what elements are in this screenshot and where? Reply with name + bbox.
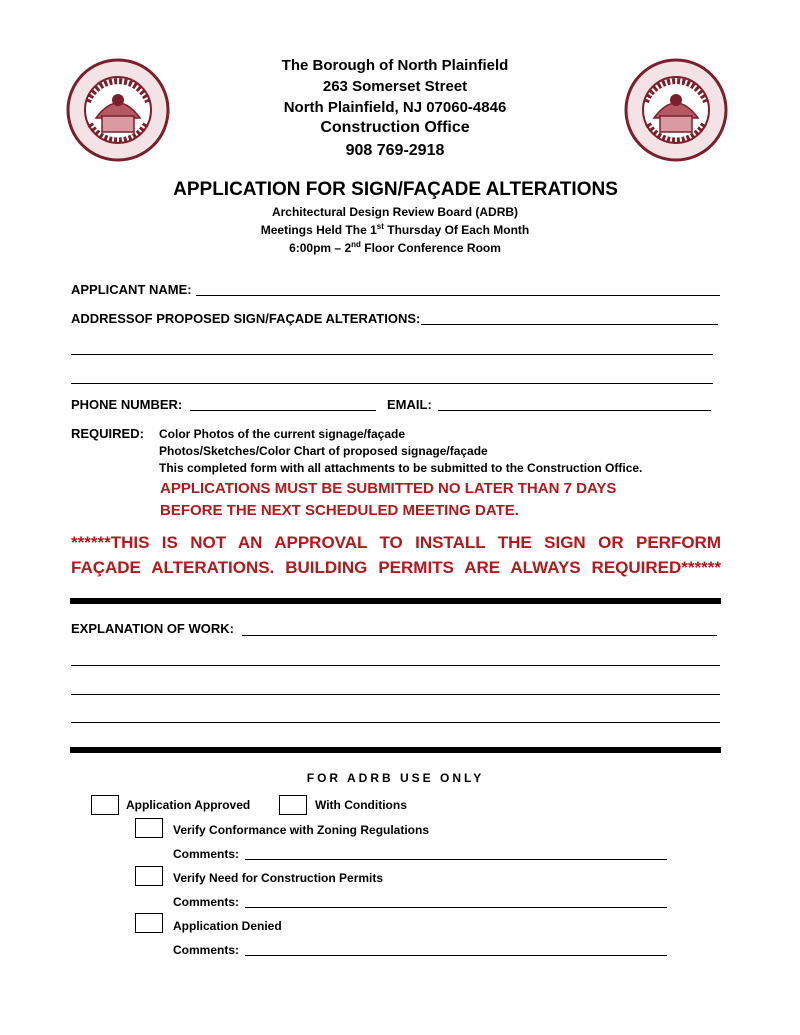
email-label: EMAIL: [387, 397, 432, 412]
address-label: ADDRESSOF PROPOSED SIGN/FAÇADE ALTERATIONS: [71, 311, 421, 326]
required-label: REQUIRED: [71, 426, 144, 441]
verify-permits-label: Verify Need for Construction Permits [173, 871, 384, 885]
required-item-completed-form: This completed form with all attachments to be submitted to the Construction Office. [159, 461, 643, 475]
required-item-proposed-photos: Photos/Sketches/Color Chart of proposed signage/façade [159, 444, 488, 458]
page-title: APPLICATION FOR SIGN/FAÇADE ALTERATIONS [173, 179, 618, 200]
denied-comments-field[interactable] [245, 955, 667, 956]
verify-permits-checkbox[interactable] [135, 866, 163, 886]
explanation-field-line-3[interactable] [71, 694, 720, 695]
borough-seal-left [66, 58, 170, 162]
zoning-comments-label: Comments: [173, 847, 240, 861]
permits-comments-field[interactable] [245, 907, 667, 908]
permits-comments-label: Comments: [173, 895, 240, 909]
application-denied-label: Application Denied [173, 919, 282, 933]
subtitle-meetings: Meetings Held The 1st Thursday Of Each Month [260, 222, 530, 237]
email-field[interactable] [438, 410, 711, 411]
header-office: Construction Office [320, 119, 470, 136]
with-conditions-checkbox[interactable] [279, 795, 307, 815]
header-borough: The Borough of North Plainfield [281, 57, 509, 74]
required-item-current-photos: Color Photos of the current signage/façade [159, 427, 406, 441]
applicant-name-field[interactable] [196, 295, 720, 296]
verify-zoning-checkbox[interactable] [135, 818, 163, 838]
address-field-line-3[interactable] [71, 383, 713, 384]
explanation-field[interactable] [242, 635, 717, 636]
warning-notice-line-1: ******THIS IS NOT AN APPROVAL TO INSTALL THE SIGN OR PERFORM [71, 533, 721, 552]
warning-notice-line-2: FAÇADE ALTERATIONS. BUILDING PERMITS ARE ALWAYS REQUIRED****** [71, 558, 721, 577]
with-conditions-label: With Conditions [315, 798, 407, 812]
denied-comments-label: Comments: [173, 943, 240, 957]
address-field-line-2[interactable] [71, 354, 713, 355]
application-approved-checkbox[interactable] [91, 795, 119, 815]
deadline-notice-line-1: APPLICATIONS MUST BE SUBMITTED NO LATER THAN 7 DAYS [160, 480, 617, 497]
address-field[interactable] [421, 324, 718, 325]
adrb-heading: FOR ADRB USE ONLY [306, 771, 485, 785]
section-divider [70, 598, 721, 604]
phone-label: PHONE NUMBER: [71, 397, 183, 412]
verify-zoning-label: Verify Conformance with Zoning Regulations [173, 823, 430, 837]
explanation-field-line-4[interactable] [71, 722, 720, 723]
phone-field[interactable] [190, 410, 376, 411]
explanation-field-line-2[interactable] [71, 665, 720, 666]
application-approved-label: Application Approved [126, 798, 251, 812]
deadline-notice-line-2: BEFORE THE NEXT SCHEDULED MEETING DATE. [160, 502, 519, 519]
subtitle-time: 6:00pm – 2nd Floor Conference Room [289, 240, 501, 255]
explanation-label: EXPLANATION OF WORK: [71, 621, 234, 636]
section-divider-2 [70, 747, 721, 753]
application-denied-checkbox[interactable] [135, 913, 163, 933]
borough-seal-right [624, 58, 728, 162]
zoning-comments-field[interactable] [245, 859, 667, 860]
applicant-name-label: APPLICANT NAME: [71, 282, 192, 297]
header-city: North Plainfield, NJ 07060-4846 [283, 99, 507, 116]
header-street: 263 Somerset Street [322, 78, 468, 95]
subtitle-board: Architectural Design Review Board (ADRB) [271, 205, 519, 219]
header-phone: 908 769-2918 [345, 142, 445, 159]
